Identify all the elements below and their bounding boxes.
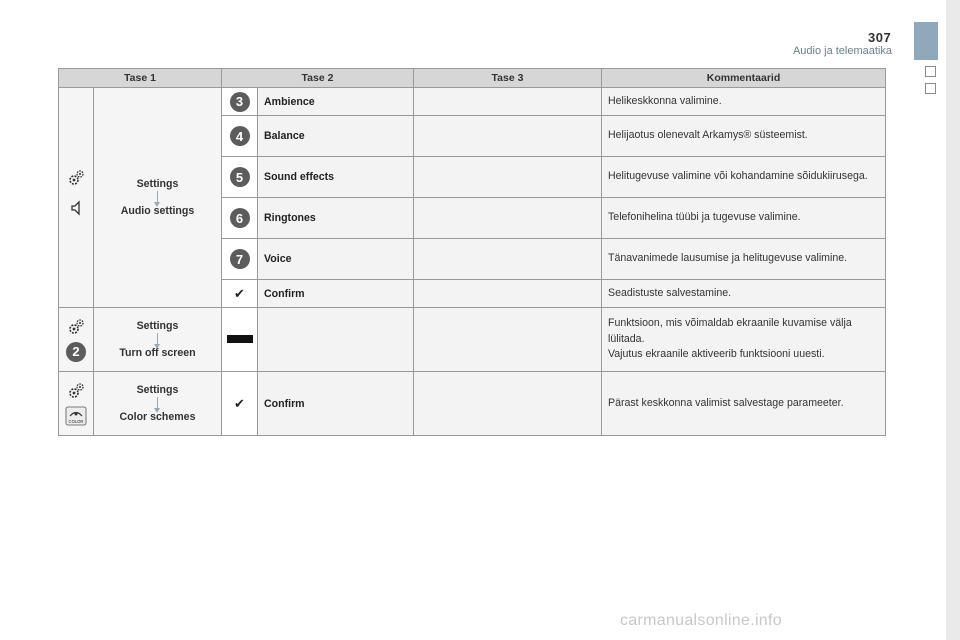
level3-cell (414, 239, 602, 280)
badge-cell (222, 308, 258, 372)
comment-cell: Seadistuste salvestamine. (602, 280, 886, 308)
comment-cell: Pärast keskkonna valimist salvestage parameeter. (602, 372, 886, 436)
badge-cell (222, 239, 258, 280)
side-square-1 (925, 66, 936, 77)
option-sound-effects: Sound effects (258, 157, 414, 198)
option-empty (258, 308, 414, 372)
checkmark-icon: ✔ (234, 395, 245, 411)
down-arrow-icon (157, 191, 158, 204)
chapter-tab (914, 22, 938, 60)
level2-turn-off-screen-label: Turn off screen (119, 347, 196, 359)
option-ringtones: Ringtones (258, 198, 414, 239)
level3-cell (414, 157, 602, 198)
down-arrow-icon (157, 397, 158, 410)
comment-cell (602, 308, 886, 372)
badge-cell (222, 280, 258, 308)
screen-off-icon (227, 335, 253, 343)
level2-settings-label: Settings (136, 178, 179, 190)
level3-cell (414, 198, 602, 239)
page-number: 307 (868, 30, 892, 45)
option-ambience: Ambience (258, 88, 414, 116)
number-badge: 6 (230, 208, 250, 228)
comment-cell: Telefonihelina tüübi ja tugevuse valimine. (602, 198, 886, 239)
level2-cell-color (94, 372, 222, 436)
comment-cell: Tänavanimede lausumise ja helitugevuse valimine. (602, 239, 886, 280)
table-row (59, 372, 886, 436)
settings-gear-icon (66, 169, 86, 187)
badge-cell (222, 157, 258, 198)
settings-gear-icon (66, 382, 86, 400)
settings-table (58, 68, 886, 436)
level2-audio-settings-label: Audio settings (120, 205, 195, 217)
down-arrow-icon (157, 333, 158, 346)
side-square-2 (925, 83, 936, 94)
number-badge: 5 (230, 167, 250, 187)
level3-cell (414, 88, 602, 116)
badge-cell (222, 372, 258, 436)
level3-cell (414, 308, 602, 372)
option-confirm: Confirm (258, 372, 414, 436)
section-title: Audio ja telemaatika (792, 45, 892, 57)
level2-settings-label: Settings (136, 384, 179, 396)
level1-cell-color (59, 372, 94, 436)
number-badge: 2 (66, 342, 86, 362)
comment-cell: Helikeskkonna valimine. (602, 88, 886, 116)
header-level-1: Tase 1 (59, 69, 222, 88)
color-icon-label: COLOR (68, 418, 84, 424)
header-comments: Kommentaarid (602, 69, 886, 88)
level2-cell-screen (94, 308, 222, 372)
number-badge: 3 (230, 92, 250, 112)
badge-cell (222, 198, 258, 239)
table-row (59, 308, 886, 372)
level2-settings-label: Settings (136, 320, 179, 332)
level3-cell (414, 280, 602, 308)
table-header-row (59, 69, 886, 88)
header-level-3: Tase 3 (414, 69, 602, 88)
level2-color-schemes-label: Color schemes (119, 411, 196, 423)
number-badge: 7 (230, 249, 250, 269)
comment-line: Funktsioon, mis võimaldab ekraanile kuvamise välja lülitada. (608, 316, 852, 345)
watermark: carmanualsonline.info (620, 612, 782, 629)
option-voice: Voice (258, 239, 414, 280)
level1-cell-audio (59, 88, 94, 308)
level3-cell (414, 372, 602, 436)
level1-cell-screen (59, 308, 94, 372)
level2-cell-audio (94, 88, 222, 308)
table-row (59, 88, 886, 116)
option-balance: Balance (258, 116, 414, 157)
page-gutter (946, 0, 960, 640)
comment-line: Vajutus ekraanile aktiveerib funktsiooni uuesti. (608, 348, 825, 361)
header-level-2: Tase 2 (222, 69, 414, 88)
level3-cell (414, 116, 602, 157)
option-confirm: Confirm (258, 280, 414, 308)
comment-cell: Helijaotus olenevalt Arkamys® süsteemist. (602, 116, 886, 157)
badge-cell (222, 116, 258, 157)
settings-gear-icon (66, 318, 86, 336)
number-badge: 4 (230, 126, 250, 146)
color-icon (65, 406, 87, 426)
checkmark-icon: ✔ (234, 285, 245, 301)
comment-cell: Helitugevuse valimine või kohandamine sõidukiirusega. (602, 157, 886, 198)
speaker-icon (66, 199, 86, 217)
badge-cell (222, 88, 258, 116)
